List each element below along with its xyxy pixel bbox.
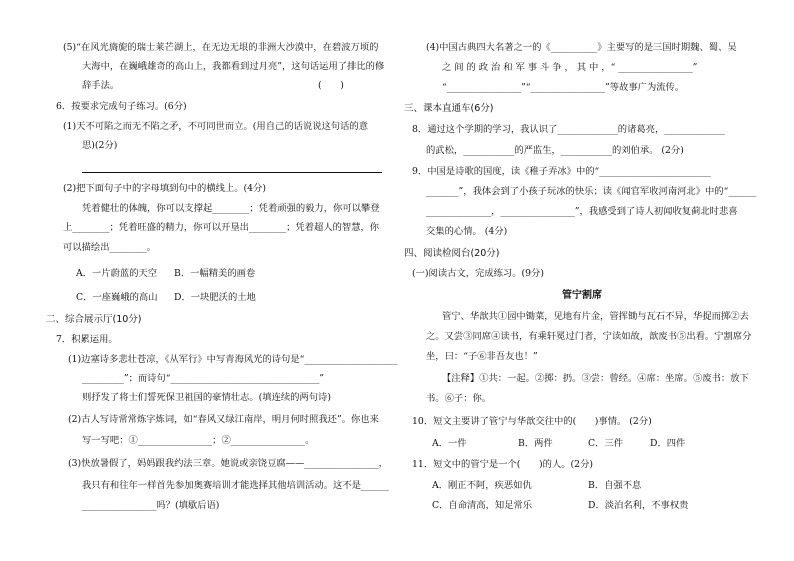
q10-question: 10．短文主要讲了管宁与华歆交往中的( )事情。 (2分) (412, 416, 652, 427)
q8-line2: 的武松，___________的严监生，___________的刘伯承。 (2分) (426, 145, 684, 156)
q10-option-a: A．一件 (432, 438, 467, 449)
q10-option-b: B．两件 (518, 438, 553, 449)
q11-option-c: C．自命清高，知足常乐 (432, 500, 533, 511)
q7-sub3-line1: (3)快放暑假了，妈妈跟我约法三章。她说或亲饶豆腐——________________， (68, 458, 388, 469)
q7-sub1-line1: (1)边塞诗多悲壮苍凉，《从军行》中写青海风光的诗句是“____________________ (68, 354, 398, 365)
section-4-heading: 四、阅读检阅台(20分) (404, 248, 500, 259)
q9-line4: 交集的心情。 (4分) (426, 226, 508, 237)
reading-text-line2: 之。又尝③同席④读书，有乘轩冕过门者，宁读如故，歆废书⑤出看。宁割席分 (426, 331, 752, 342)
reading-notes-line1: 【注释】①共：一起。②掷：扔。③尝：曾经。④席：坐席。⑤废书：放下 (442, 373, 749, 384)
q6-para-line1: 凭着健壮的体魄，你可以支撑起________；凭着顽强的毅力，你可以攀登 (82, 203, 380, 214)
q4-line3: “________________”“________________”等故事广为流传。 (442, 82, 685, 93)
q6-option-d: D．一块肥沃的土地 (174, 292, 256, 303)
q11-option-d: D．淡泊名利，不事权贵 (588, 500, 689, 511)
q5-answer-paren[interactable]: ( ) (318, 80, 344, 91)
q9-line1: 9．中国是诗歌的国度，读《稚子弄冰》中的“________________________ (412, 166, 711, 177)
q6-option-c: C．一座巍峨的高山 (76, 292, 158, 303)
q7-sub3-line2: 我只有和往年一样首先参加奥赛培训才能选择其他培训活动。这不是______ (82, 480, 389, 491)
q11-option-b: B．自强不息 (588, 480, 642, 491)
q6-title: 6．按要求完成句子练习。(6分) (56, 101, 187, 112)
reading-subheading: (一)阅读古文，完成练习。(9分) (412, 268, 544, 279)
reading-notes-line2: 书。⑥子：你。 (426, 393, 492, 404)
q7-sub1-line3: 则抒发了将士们誓死保卫祖国的豪情壮志。(填连续的两句诗) (82, 392, 331, 403)
q7-sub2-line1: (2)古人写诗常常炼字炼词，如“春风又绿江南岸，明月何时照我还”。你也来 (68, 414, 379, 425)
q6-sub2: (2)把下面句子中的字母填到句中的横线上。(4分) (63, 183, 266, 194)
q6-sub1-line1: (1)天不可陷之而无不陷之矛，不可同世而立。(用自己的话说说这句话的意 (63, 121, 368, 132)
reading-text-line1: 管宁、华歆共①园中锄菜，见地有片金，管挥锄与瓦石不异，华捉而掷②去 (442, 311, 749, 322)
q7-title: 7．积累运用。 (56, 334, 118, 345)
q8-line1: 8．通过这个学期的学习，我认识了_____________的诸葛亮，_____________ (412, 124, 725, 135)
q11-option-a: A．刚正不阿，疾恶如仇 (432, 480, 532, 491)
q11-question: 11．短文中的管宁是一个( )的人。(2分) (412, 459, 594, 470)
q6-para-line2: 上________；凭着旺盛的精力，你可以开垦出________；凭着超人的智慧，你 (63, 222, 380, 233)
q6-sub1-line2: 思)(2分) (82, 140, 118, 151)
q4-line2: 之 间 的 政 治 和 军 事 斗 争 ， 其 中 ，“ ________________” (442, 62, 698, 73)
q10-option-d: D．四件 (650, 438, 686, 449)
q9-line3: ______________，________________”，我感受到了诗人初闻收复蓟北时悲喜 (426, 206, 738, 217)
q6-option-a: A．一片蔚蓝的天空 (76, 268, 158, 279)
section-3-heading: 三、课本直通车(6分) (404, 103, 494, 114)
q9-line2: _______”，我体会到了小孩子玩冰的快乐；读《闻官军收河南河北》中的“______ (426, 186, 757, 197)
section-2-heading: 二、综合展示厅(10分) (46, 314, 142, 325)
q5-line2: 大海中，在巍峨雄奇的高山上，我都看到过月亮”，这句话运用了排比的修 (82, 61, 385, 72)
q6-answer-line[interactable] (82, 172, 382, 173)
q7-sub3-line3: ________________吗？(填歇后语) (82, 500, 220, 511)
q4-line1: (4)中国古典四大名著之一的《__________》主要写的是三国时期魏、蜀、吴 (426, 42, 737, 53)
reading-title: 管宁割席 (562, 290, 602, 301)
q6-option-b: B．一幅精美的画卷 (174, 268, 256, 279)
reading-text-line3: 坐，曰：“子⑥非吾友也！” (426, 351, 538, 362)
q7-sub1-line2: _________”；而诗句“________________________________” (82, 373, 325, 384)
q5-line3: 辞手法。 (82, 80, 120, 91)
q10-option-c: C．三件 (588, 438, 624, 449)
q7-sub2-line2: 写一写吧：①________________；②________________。 (82, 435, 315, 446)
q6-para-line3: 可以描绘出________。 (63, 242, 156, 253)
q5-line1: (5)“在风光旖旎的瑞士莱芒湖上，在无边无垠的非洲大沙漠中，在碧波万顷的 (63, 42, 379, 53)
